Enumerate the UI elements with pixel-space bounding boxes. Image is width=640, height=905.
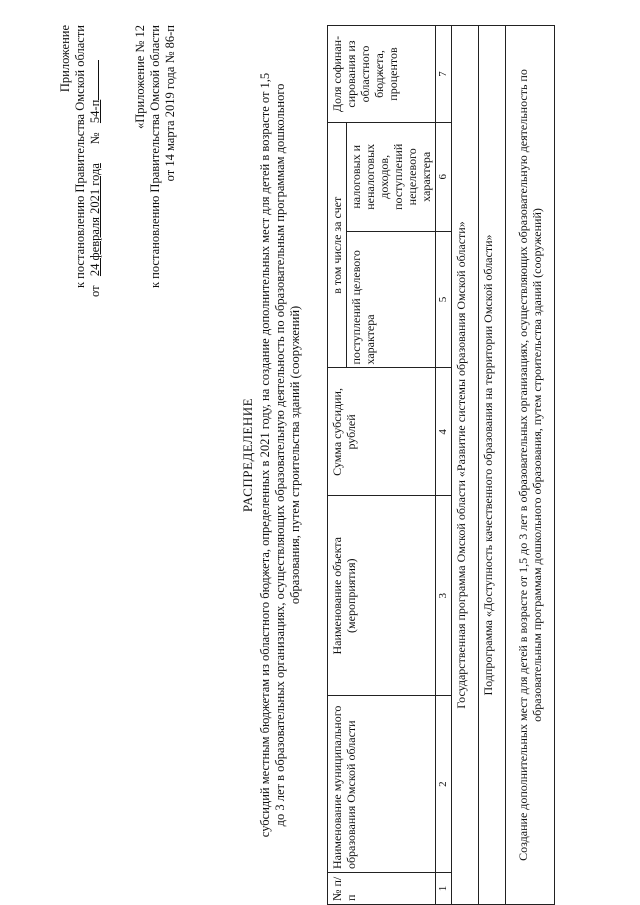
measure-name: Создание дополнительных мест для детей в возрасте от 1,5 до 3 лет в образовательных организациях, осуществляющих образовательную деятельность по образовательным программам дошкольного образования, путем строительства зданий (сооружений) [506, 26, 555, 905]
subprogram-row [479, 26, 506, 905]
program-row [452, 26, 479, 905]
appendix-number-sign: № [88, 132, 102, 145]
measure-row [506, 26, 555, 905]
appendix-number-underline [88, 60, 99, 100]
appendix-date-number-line [88, 25, 103, 297]
appendix-date: 24 февраля 2021 года [88, 163, 102, 277]
appendix-number: 54-п [88, 99, 102, 124]
appendix-resolution-line: к постановлению Правительства Омской области [73, 25, 87, 289]
document-subtitle: субсидий местным бюджетам из областного бюджета, определенных в 2021 году, на создание дополнительных мест для детей в возрасте от 1,5 до 3 лет в образовательных организациях, осуществляющих образовательную деятельность по образовательным программам дошкольного образования, путем строительства зданий (сооружений) [258, 72, 302, 838]
column-number: 5 [436, 231, 452, 368]
previous-appendix-resolution-line: к постановлению Правительства Омской области [148, 25, 162, 289]
header-number: № п/п [328, 873, 436, 905]
subprogram-name: Подпрограмма «Доступность качественного образования на территории Омской области» [479, 26, 506, 905]
header-targeted-receipts: поступлений целевого характера [347, 231, 436, 368]
document-title: РАСПРЕДЕЛЕНИЕ [240, 397, 255, 513]
column-number: 4 [436, 368, 452, 496]
table-header-row [328, 26, 347, 905]
column-number-row [436, 26, 452, 905]
previous-appendix-date-line: от 14 марта 2019 года № 86-п [163, 25, 177, 182]
header-object: Наименование объекта (мероприятия) [328, 496, 436, 696]
appendix-header [58, 25, 103, 305]
appendix-from-label: от [88, 285, 102, 297]
header-including-group: в том числе за счет [328, 123, 347, 368]
program-name: Государственная программа Омской области «Развитие системы образования Омской области» [452, 26, 479, 905]
column-number: 1 [436, 873, 452, 905]
column-number: 6 [436, 123, 452, 231]
previous-appendix-title: «Приложение № 12 [133, 25, 147, 130]
column-number: 2 [436, 696, 452, 873]
appendix-title: Приложение [58, 25, 72, 93]
header-tax-nontax-income: налоговых и неналоговых доходов, поступлений нецелевого характера [347, 123, 436, 231]
header-municipality: Наименование муниципального образования Омской области [328, 696, 436, 873]
column-number: 3 [436, 496, 452, 696]
header-subsidy-amount: Сумма субсидии, рублей [328, 368, 436, 496]
distribution-table [327, 25, 555, 905]
column-number: 7 [436, 26, 452, 123]
previous-appendix-header [133, 25, 178, 305]
header-cofinancing-share: Доля софинан-сирования из областного бюджета, процентов [328, 26, 436, 123]
